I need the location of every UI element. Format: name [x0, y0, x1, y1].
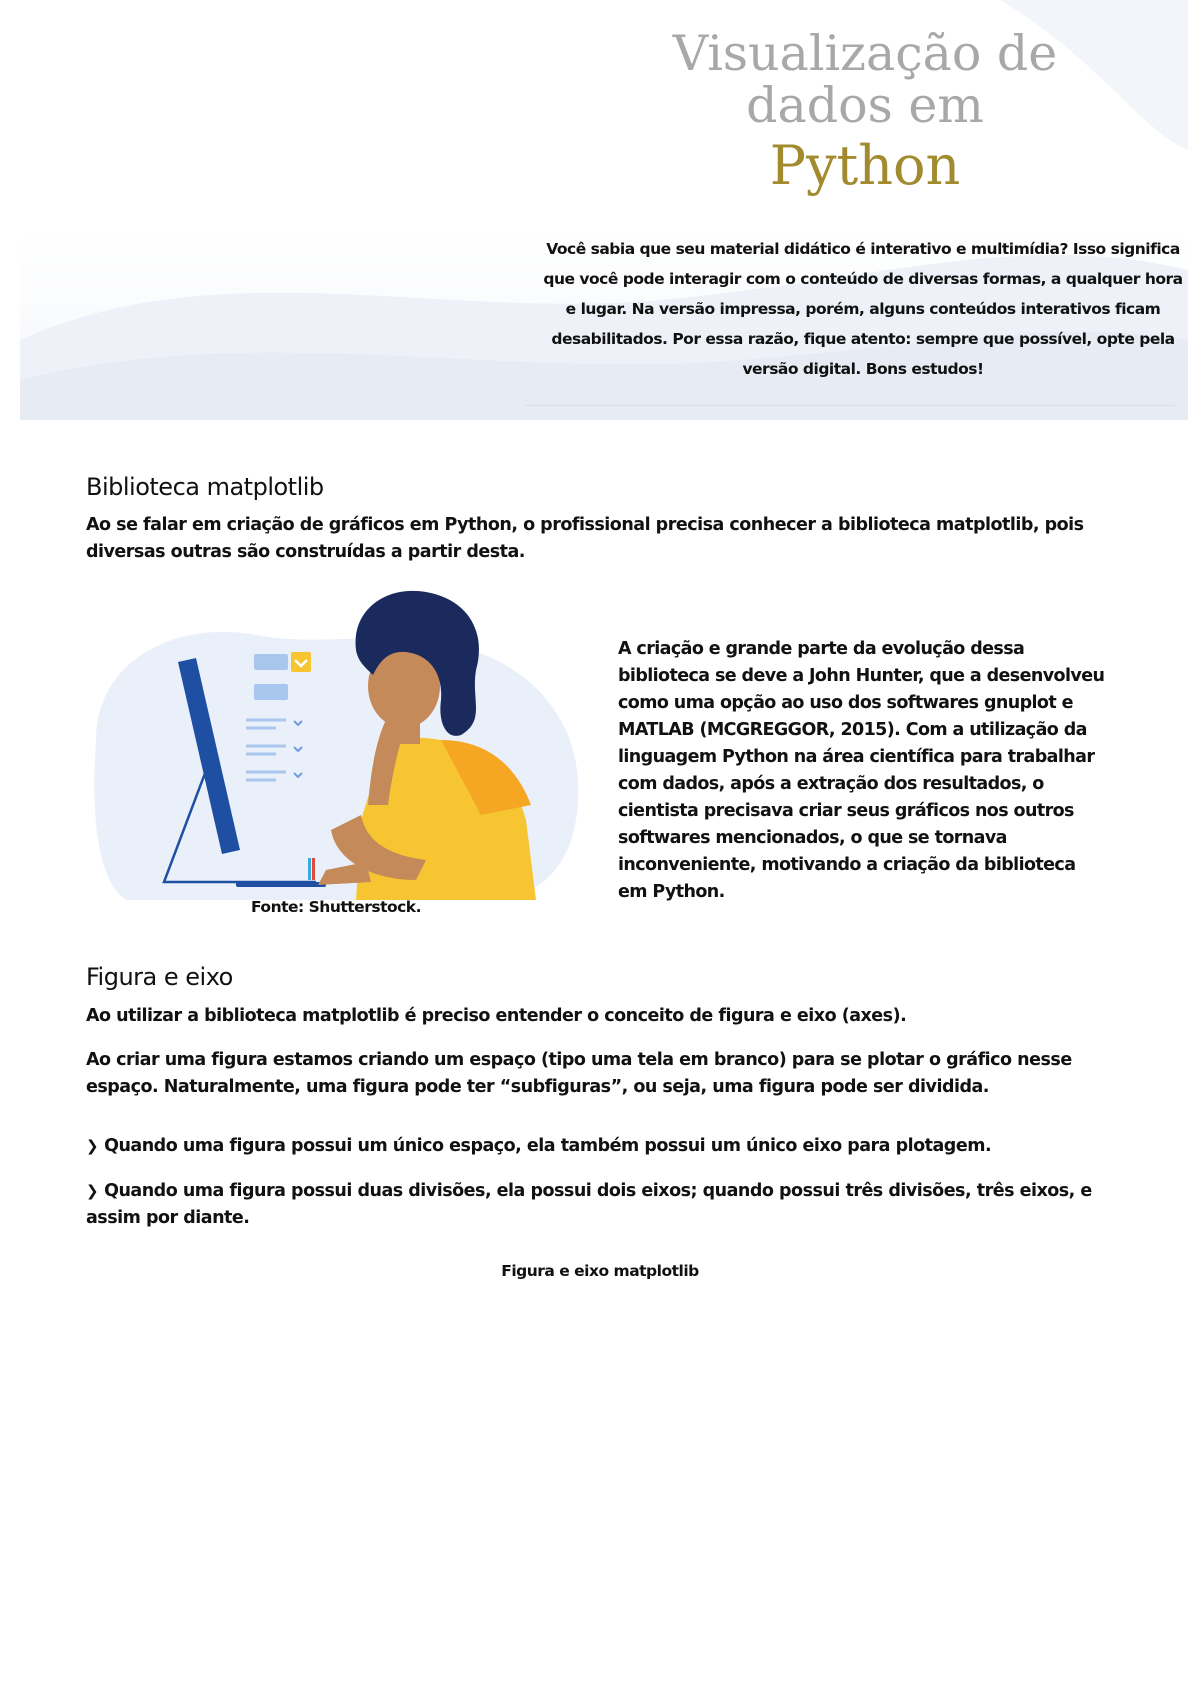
bullet-item-1	[86, 1133, 1126, 1160]
page-title	[580, 25, 1150, 197]
section1-paragraph: Ao se falar em criação de gráficos em Python, o profissional precisa conhecer a biblioteca matplotlib, pois diversas outras são construídas a partir desta.	[86, 515, 1084, 562]
woman-at-computer-illustration	[86, 590, 586, 900]
bullet-item-2	[86, 1178, 1126, 1232]
header-divider	[525, 405, 1175, 406]
bullet-item-2-text: Quando uma figura possui duas divisões, ela possui dois eixos; quando possui três divisões, três eixos, e assim por diante.	[86, 1181, 1092, 1228]
section-heading-matplotlib: Biblioteca matplotlib	[86, 473, 324, 501]
john-hunter-paragraph: A criação e grande parte da evolução dessa biblioteca se deve a John Hunter, que a desenvolveu como uma opção ao uso dos softwares gnuplot e MATLAB (MCGREGGOR, 2015). Com a utilização da linguagem Python na área científica para trabalhar com dados, após a extração dos resultados, o cientista precisava criar seus gráficos nos outros softwares mencionados, o que se tornava inconveniente, motivando a criação da biblioteca em Python.	[618, 639, 1105, 902]
figure-title: Figura e eixo matplotlib	[501, 1262, 699, 1280]
section-heading-figura-eixo: Figura e eixo	[86, 963, 233, 991]
title-line-2: dados em	[746, 77, 984, 135]
title-line-3: Python	[769, 133, 961, 197]
image-caption: Fonte: Shutterstock.	[250, 898, 422, 916]
chevron-right-icon: ❯	[86, 1137, 99, 1155]
header-banner	[20, 0, 1188, 420]
chevron-right-icon: ❯	[86, 1182, 99, 1200]
section2-paragraph-1: Ao utilizar a biblioteca matplotlib é preciso entender o conceito de figura e eixo (axes).	[86, 1006, 907, 1026]
intro-notice: Você sabia que seu material didático é interativo e multimídia? Isso significa que você pode interagir com o conteúdo de diversas formas, a qualquer hora e lugar. Na versão impressa, porém, alguns conteúdos interativos ficam desabilitados. Por essa razão, fique atento: sempre que possível, opte pela versão digital. Bons estudos!	[543, 239, 1183, 378]
bullet-item-1-text: Quando uma figura possui um único espaço, ela também possui um único eixo para plotagem.	[104, 1136, 992, 1156]
section2-paragraph-2: Ao criar uma figura estamos criando um espaço (tipo uma tela em branco) para se plotar o gráfico nesse espaço. Naturalmente, uma figura pode ter “subfiguras”, ou seja, uma figura pode ser dividida.	[86, 1050, 1072, 1097]
title-line-1: Visualização de	[672, 25, 1058, 82]
